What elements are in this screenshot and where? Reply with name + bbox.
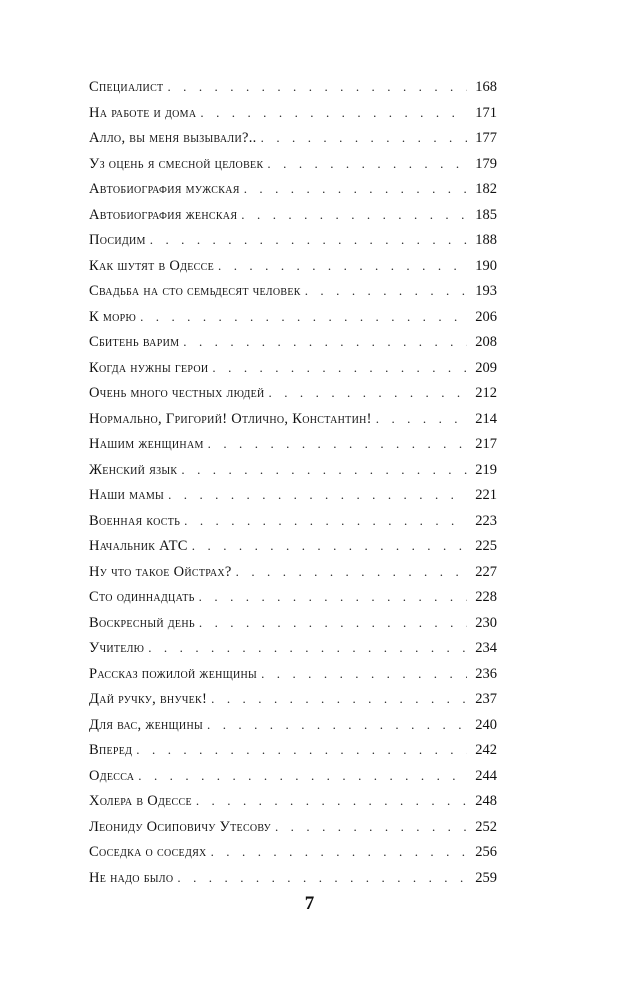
toc-entry-page: 212: [475, 385, 497, 401]
toc-entry: [89, 584, 497, 610]
toc-entry-page: 225: [475, 538, 497, 554]
toc-entry: [89, 457, 497, 483]
toc-entry: [89, 202, 497, 228]
toc-entry: [89, 482, 497, 508]
toc-entry-title: Военная кость: [89, 512, 181, 529]
toc-entry: [89, 533, 497, 559]
toc-entry-title: Свадьба на сто семьдесят человек: [89, 283, 301, 299]
toc-entry-title: Учителю: [89, 640, 145, 656]
page-number: 7: [304, 893, 315, 914]
toc-entry-page: 234: [475, 640, 497, 656]
toc-entry: [89, 176, 497, 202]
toc-entry: [89, 125, 497, 151]
toc-dot-leader: [236, 559, 467, 585]
toc-entry: [89, 508, 497, 534]
toc-entry-title: Очень много честных людей: [89, 385, 265, 401]
toc-entry-title: Сбитень варим: [89, 334, 180, 350]
toc-dot-leader: [148, 635, 467, 661]
toc-dot-leader: [140, 304, 467, 330]
toc-entry-page: 217: [475, 436, 497, 452]
toc-entry-page: 190: [475, 257, 497, 274]
toc-entry: [89, 814, 497, 840]
toc-entry-title: Специалист: [89, 79, 164, 95]
toc-dot-leader: [267, 151, 467, 177]
toc-entry-page: 208: [475, 334, 497, 350]
toc-entry: [89, 329, 497, 355]
toc-entry-page: 236: [475, 665, 497, 682]
toc-dot-leader: [211, 686, 467, 712]
toc-entry-title: Алло, вы меня вызывали?..: [89, 130, 257, 146]
toc-entry-title: Нормально, Григорий! Отлично, Константин!: [89, 410, 372, 427]
toc-entry-title: Когда нужны герои: [89, 359, 209, 376]
toc-entry-title: Одесса: [89, 767, 135, 784]
toc-entry-page: 223: [475, 512, 497, 529]
toc-entry-page: 248: [475, 793, 497, 809]
toc-entry-title: Как шутят в Одессе: [89, 257, 215, 274]
toc-dot-leader: [208, 431, 467, 457]
toc-entry-page: 214: [475, 410, 497, 427]
toc-dot-leader: [177, 865, 467, 891]
toc-dot-leader: [241, 202, 467, 228]
toc-entry-title: Посидим: [89, 232, 146, 248]
toc-entry: [89, 74, 497, 100]
toc-entry-page: 244: [475, 767, 497, 784]
toc-entry-page: 252: [475, 818, 497, 835]
toc-entry: [89, 788, 497, 814]
toc-dot-leader: [150, 227, 467, 253]
toc-entry: [89, 763, 497, 789]
toc-entry-page: 242: [475, 742, 497, 758]
toc-dot-leader: [261, 661, 467, 687]
toc-entry-page: 185: [475, 206, 497, 223]
toc-entry-page: 168: [475, 79, 497, 95]
toc-entry: [89, 431, 497, 457]
toc-entry: [89, 278, 497, 304]
toc-entry-page: 237: [475, 691, 497, 707]
toc-entry-title: Дай ручку, внучек!: [89, 691, 208, 707]
toc-entry-title: Холера в Одессе: [89, 793, 192, 809]
toc-entry-page: 240: [475, 716, 497, 733]
toc-entry-page: 182: [475, 181, 497, 197]
toc-entry-title: Для вас, женщины: [89, 716, 203, 733]
toc-entry: [89, 686, 497, 712]
toc-entry-page: 228: [475, 589, 497, 605]
toc-entry-page: 256: [475, 844, 497, 860]
toc-entry-title: Автобиография женская: [89, 206, 238, 223]
toc-entry-page: 259: [475, 869, 497, 886]
toc-entry-title: Нашим женщинам: [89, 436, 204, 452]
toc-entry: [89, 100, 497, 126]
toc-entry-title: Сто одиннадцать: [89, 589, 195, 605]
toc-dot-leader: [261, 125, 467, 151]
toc-entry-page: 219: [475, 461, 497, 478]
toc-entry: [89, 559, 497, 585]
toc-entry-title: Женский язык: [89, 461, 178, 478]
toc-entry-page: 221: [475, 487, 497, 503]
toc-dot-leader: [269, 380, 467, 406]
toc-dot-leader: [184, 508, 467, 534]
toc-entry: [89, 712, 497, 738]
toc-dot-leader: [212, 355, 467, 381]
toc-entry-page: 171: [475, 104, 497, 121]
toc-entry: [89, 151, 497, 177]
toc-dot-leader: [168, 482, 467, 508]
toc-entry: [89, 380, 497, 406]
toc-dot-leader: [305, 278, 467, 304]
toc-entry-page: 179: [475, 155, 497, 172]
toc-entry-page: 193: [475, 283, 497, 299]
toc-entry: [89, 227, 497, 253]
toc-dot-leader: [244, 176, 467, 202]
toc-dot-leader: [192, 533, 467, 559]
toc-entry-title: Начальник АТС: [89, 538, 188, 554]
toc-entry: [89, 610, 497, 636]
toc-entry-title: К морю: [89, 308, 137, 325]
toc-entry-title: Соседка о соседях: [89, 844, 207, 860]
toc-entry: [89, 839, 497, 865]
toc-entry-title: Не надо было: [89, 869, 174, 886]
toc-entry-title: Рассказ пожилой женщины: [89, 665, 258, 682]
table-of-contents: [89, 74, 497, 890]
toc-entry-title: Автобиография мужская: [89, 181, 240, 197]
toc-entry-page: 230: [475, 614, 497, 631]
toc-entry: [89, 406, 497, 432]
toc-entry: [89, 304, 497, 330]
toc-dot-leader: [199, 584, 467, 610]
toc-dot-leader: [218, 253, 467, 279]
toc-dot-leader: [136, 737, 467, 763]
toc-entry: [89, 737, 497, 763]
toc-dot-leader: [376, 406, 467, 432]
toc-entry-title: Наши мамы: [89, 487, 165, 503]
toc-entry: [89, 253, 497, 279]
toc-entry-title: Воскресный день: [89, 614, 195, 631]
toc-entry-page: 227: [475, 563, 497, 580]
toc-dot-leader: [196, 788, 467, 814]
toc-entry-page: 177: [475, 130, 497, 146]
toc-entry-page: 209: [475, 359, 497, 376]
toc-entry: [89, 865, 497, 891]
toc-dot-leader: [211, 839, 467, 865]
toc-dot-leader: [167, 74, 467, 100]
toc-entry-page: 206: [475, 308, 497, 325]
toc-entry: [89, 355, 497, 381]
toc-dot-leader: [200, 100, 467, 126]
toc-entry-page: 188: [475, 232, 497, 248]
toc-entry-title: Уз оцень я смесной целовек: [89, 155, 264, 172]
toc-dot-leader: [183, 329, 467, 355]
toc-entry: [89, 635, 497, 661]
toc-entry-title: На работе и дома: [89, 104, 197, 121]
toc-dot-leader: [207, 712, 467, 738]
toc-entry-title: Леониду Осиповичу Утесову: [89, 818, 271, 835]
toc-entry-title: Ну что такое Ойстрах?: [89, 563, 232, 580]
toc-dot-leader: [199, 610, 467, 636]
toc-dot-leader: [138, 763, 467, 789]
toc-entry: [89, 661, 497, 687]
toc-entry-title: Вперед: [89, 742, 133, 758]
toc-dot-leader: [275, 814, 467, 840]
toc-dot-leader: [181, 457, 467, 483]
